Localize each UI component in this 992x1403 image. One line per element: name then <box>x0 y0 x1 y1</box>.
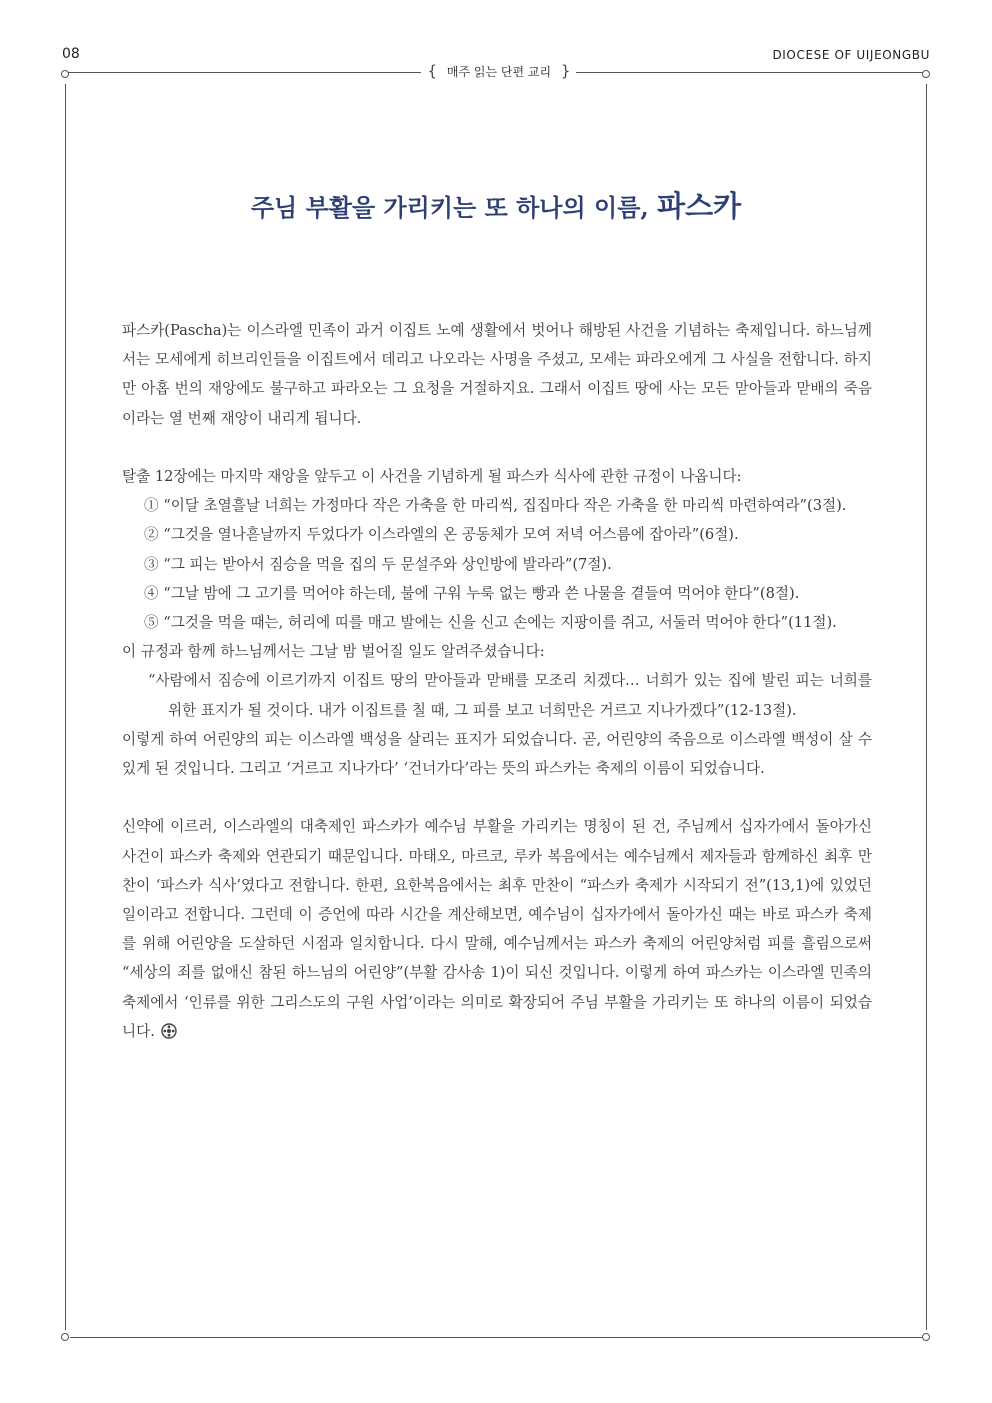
paragraph-2-intro: 탈출 12장에는 마지막 재앙을 앞두고 이 사건을 기념하게 될 파스카 식사에 관한 규정이 나옵니다: <box>122 468 742 485</box>
ornament-icon <box>161 1020 177 1036</box>
corner-dot-top-left <box>61 70 69 78</box>
paragraph-1: 파스카(Pascha)는 이스라엘 민족이 과거 이집트 노예 생활에서 벗어나 해방된 사건을 기념하는 축제입니다. 하느님께서는 모세에게 히브리인들을 이집트에서 데리고 나오라는 사명을 주셨고, 모세는 파라오에게 그 사실을 전합니다. 하지만 아홉 번의 재앙에도 불구하고 파라오는 그 요청을 거절하지요. 그래서 이집트 땅에 사는 모든 맏아들과 맏배의 죽음이라는 열 번째 재앙이 내리게 됩니다. <box>122 322 872 427</box>
corner-dot-bottom-left <box>61 1333 69 1341</box>
frame-right <box>926 84 927 1330</box>
footer-rule <box>70 1337 922 1338</box>
brace-close: } <box>560 62 571 80</box>
frame-left <box>65 84 66 1330</box>
paragraph-2-after: 이 규정과 함께 하느님께서는 그날 밤 벌어질 일도 알려주셨습니다: <box>122 643 545 661</box>
rule-item: ③ “그 피는 받아서 짐승을 먹을 집의 두 문설주와 상인방에 발라라”(7절). <box>144 555 612 573</box>
scripture-quote: “사람에서 짐승에 이르기까지 이집트 땅의 맏아들과 맏배를 모조리 치겠다… 너희가 있는 집에 발린 피는 너희를 위한 표지가 될 것이다. 내가 이집트를 칠 때, 그 피를 보고 너희만은 거르고 지나가겠다”(12-13절). <box>148 672 872 719</box>
series-title <box>426 62 572 80</box>
paragraph-gap <box>122 783 872 812</box>
paragraph-3: 신약에 이르러, 이스라엘의 대축제인 파스카가 예수님 부활을 가리키는 명칭이 된 건, 주님께서 십자가에서 돌아가신 사건이 파스카 축제와 연관되기 때문입니다. 마태오, 마르코, 루카 복음에서는 예수님께서 제자들과 함께하신 최후 만찬이 ‘파스카 식사’였다고 전합니다. 한편, 요한복음에서는 최후 만찬이 “파스카 축제가 시작되기 전”(13,1)에 있었던 일이라고 전합니다. 그런데 이 증언에 따라 시간을 계산해보면, 예수님이 십자가에서 돌아가신 때는 바로 파스카 축제를 위해 어린양을 도살하던 시점과 일치합니다. 다시 말해, 예수님께서는 파스카 축제의 어린양처럼 피를 흘림으로써 “세상의 죄를 없애신 참된 하느님의 어린양”(부활 감사송 1)이 되신 것입니다. 이렇게 하여 파스카는 이스라엘 민족의 축제에서 ‘인류를 위한 그리스도의 구원 사업’이라는 의미로 확장되어 주님 부활을 가리키는 또 하나의 이름이 되었습니다. <box>122 818 872 1040</box>
paragraph-2-conclusion: 이렇게 하여 어린양의 피는 이스라엘 백성을 살리는 표지가 되었습니다. 곧, 어린양의 죽음으로 이스라엘 백성이 살 수 있게 된 것입니다. 그리고 ‘거르고 지나가다’ ‘건너가다’라는 뜻의 파스카는 축제의 이름이 되었습니다. <box>122 730 872 778</box>
article-title-highlight: 파스카 <box>657 189 742 223</box>
paragraph-gap <box>122 433 872 462</box>
article-body <box>122 316 872 1046</box>
rule-item: ① “이달 초열흘날 너희는 가정마다 작은 가축을 한 마리씩, 집집마다 작은 가축을 한 마리씩 마련하여라”(3절). <box>144 497 847 515</box>
rule-item: ⑤ “그것을 먹을 때는, 허리에 띠를 매고 발에는 신을 신고 손에는 지팡이를 쥐고, 서둘러 먹어야 한다”(11절). <box>144 614 837 632</box>
rule-item: ④ “그날 밤에 그 고기를 먹어야 하는데, 불에 구워 누룩 없는 빵과 쓴 나물을 곁들여 먹어야 한다”(8절). <box>144 584 800 602</box>
brace-open: { <box>427 62 438 80</box>
corner-dot-top-right <box>922 70 930 78</box>
corner-dot-bottom-right <box>922 1333 930 1341</box>
series-title-text: 매주 읽는 단편 교리 <box>446 65 552 79</box>
page-number: 08 <box>62 46 80 62</box>
article-title <box>62 184 930 225</box>
rule-item: ② “그것을 열나흗날까지 두었다가 이스라엘의 온 공동체가 모여 저녁 어스름에 잡아라”(6절). <box>144 526 739 544</box>
article-title-main: 주님 부활을 가리키는 또 하나의 이름, <box>250 193 649 222</box>
header-rule-left <box>66 72 421 73</box>
header-rule-right <box>576 72 926 73</box>
publisher-name: DIOCESE OF UIJEONGBU <box>772 48 930 62</box>
paragraph-3-wrap <box>122 812 872 1046</box>
